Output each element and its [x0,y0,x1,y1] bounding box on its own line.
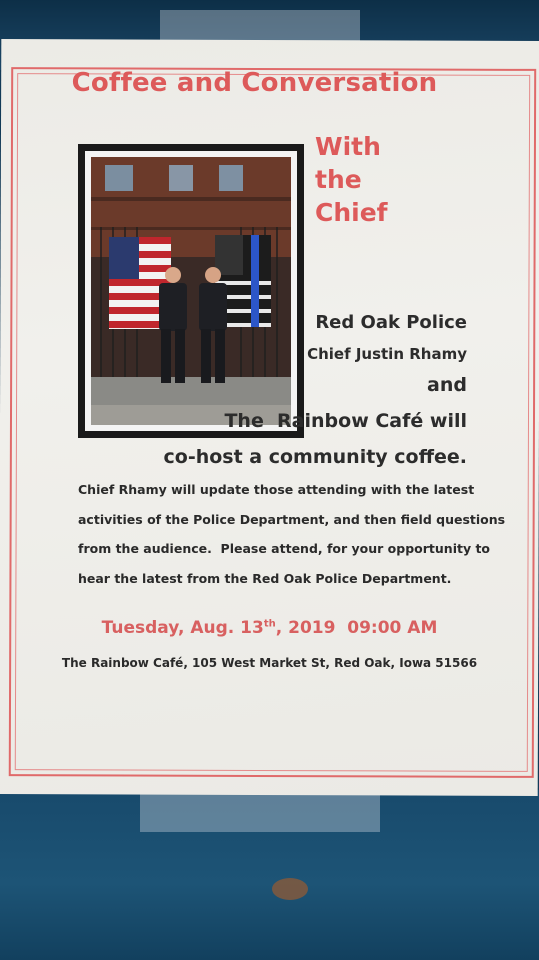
flyer-title: Coffee and Conversation [71,68,438,98]
description-line: Chief Rhamy will update those attending with the latest [78,482,475,497]
host-line-chief-name: Chief Justin Rhamy [307,345,467,363]
host-line-cafe: The Rainbow Café will [224,410,467,432]
event-date-time [0,618,539,638]
tape-strip [140,792,380,832]
description-line: from the audience. Please attend, for your opportunity to [78,541,491,556]
event-description [78,475,506,593]
with-line: the [315,165,362,194]
event-address: The Rainbow Café, 105 West Market St, Red Oak, Iowa 51566 [61,656,478,670]
description-line: activities of the Police Department, and then field questions [78,511,506,527]
officers-photo-illustration [91,157,291,425]
host-line-and: and [427,374,467,396]
wall-stain [272,878,308,900]
event-date-prefix: Tuesday, Aug. 13 [101,618,264,638]
photo-frame [78,144,304,438]
event-date-rest: , 2019 09:00 AM [275,618,438,638]
host-line-cohost: co-host a community coffee. [163,446,467,468]
with-line: With [315,132,381,161]
host-line-police: Red Oak Police [315,312,467,333]
photo-mat [85,151,297,431]
officers-photo [91,157,291,425]
with-the-chief-heading [315,130,388,229]
with-line: Chief [315,198,388,227]
description-line: hear the latest from the Red Oak Police Department. [78,570,452,586]
event-date-ordinal: th [263,618,276,630]
